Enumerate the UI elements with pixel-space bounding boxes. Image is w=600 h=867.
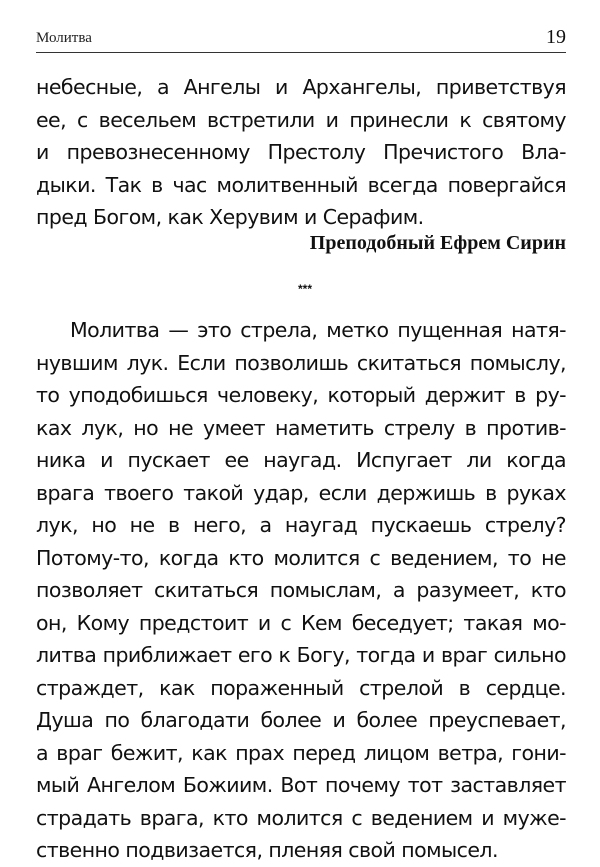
text-line: лук, но не в него, а наугад пускаешь стрелу?	[36, 513, 566, 537]
text-line: ках лук, но не умеет наметить стрелу в против-	[36, 415, 566, 440]
section-separator: ***	[297, 282, 312, 296]
text-line: а враг бежит, как прах перед лицом ветра, гони-	[36, 740, 566, 765]
text-line: Молитва — это стрела, метко пущенная натя-	[70, 318, 566, 342]
text-line: позволяет скитаться помыслам, а разумеет, кто	[36, 578, 566, 602]
text-line: Душа по благодати более и более преуспевает,	[36, 708, 566, 732]
text-line: нувшим лук. Если позволишь скитаться помыслу,	[36, 350, 566, 375]
text-line: небесные, а Ангелы и Архангелы, приветствуя	[36, 75, 566, 99]
header-rule	[36, 52, 566, 53]
passage-1	[36, 71, 566, 234]
text-line: Потому-то, когда кто молится с ведением, то не	[36, 545, 566, 570]
page-number: 19	[546, 26, 566, 48]
text-line: и превознесенному Престолу Пречистого Вла-	[36, 140, 566, 164]
text-line: пред Богом, как Херувим и Серафим.	[36, 205, 424, 229]
text-line: ника и пускает ее наугад. Испугает ли когда	[36, 448, 566, 472]
attribution: Преподобный Ефрем Сирин	[309, 232, 566, 254]
text-line: ее, с весельем встретили и принесли к святому	[36, 107, 566, 132]
text-line: то уподобишься человеку, который держит в ру-	[36, 383, 566, 407]
text-line: врага твоего такой удар, если держишь в руках	[36, 480, 566, 505]
text-line: литва приближает его к Богу, тогда и враг сильно	[36, 643, 566, 667]
text-line: мый Ангелом Божиим. Вот почему тот заставляет	[36, 773, 566, 797]
text-line: ственно подвизается, пленяя свой помысел.	[36, 838, 498, 862]
running-title: Молитва	[36, 30, 92, 46]
text-line: он, Кому предстоит и с Кем беседует; такая мо-	[36, 610, 566, 635]
page-header	[36, 26, 566, 48]
text-line: дыки. Так в час молитвенный всегда повергайся	[36, 172, 566, 197]
text-line: страждет, как пораженный стрелой в сердце.	[36, 675, 566, 700]
text-line: страдать врага, кто молится с ведением и муже-	[36, 805, 566, 830]
passage-2	[36, 314, 566, 867]
